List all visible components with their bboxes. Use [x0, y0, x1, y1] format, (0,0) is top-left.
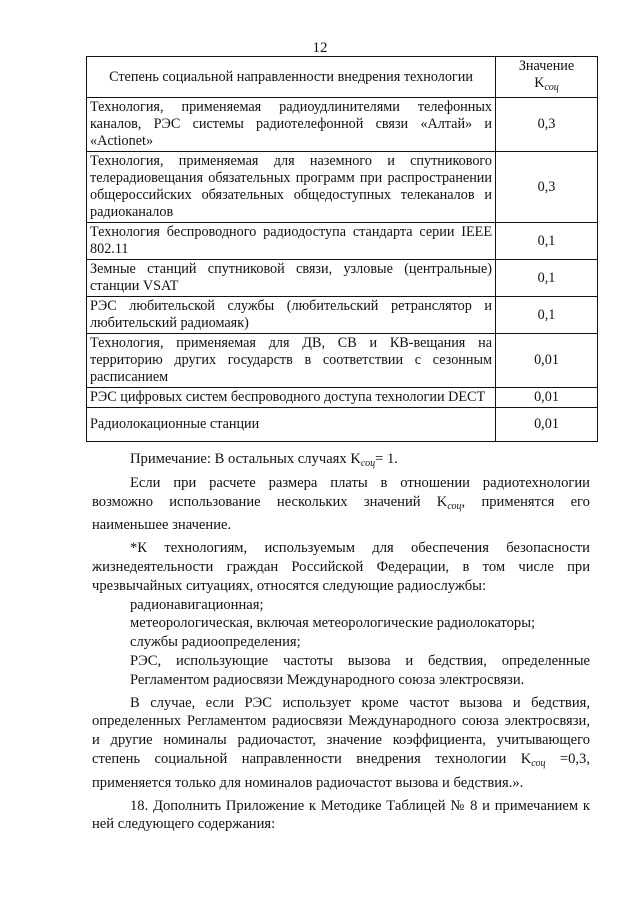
- social-coefficient-table: [86, 56, 598, 442]
- paragraph-min-value: [92, 474, 590, 535]
- row-value: 0,3: [496, 152, 598, 223]
- paragraph-safety-services: *К технологиям, используемым для обеспечения безопасности жизнедеятельности граждан Российской Федерации, в том числе при чрезвычайных ситуациях, относятся следующие радиослужбы:: [92, 540, 590, 594]
- paragraph-distress-frequencies: [92, 694, 590, 793]
- paragraph-text: В случае, если РЭС использует кроме частот вызова и бедствия, определенных Регламентом радиосвязи Международного союза электросвязи, и другие номиналы радиочастот, значение коэффициента, учитывающего степень социальной направленности внедрения технологии K: [92, 694, 590, 767]
- paragraph-subscript: соц: [447, 500, 462, 512]
- note-subscript: соц: [360, 458, 376, 469]
- list-item: РЭС, использующие частоты вызова и бедствия, определенные Регламентом радиосвязи Международного союза электросвязи.: [130, 652, 590, 688]
- paragraph-text-end: , применятся его наименьшее значение.: [92, 493, 590, 534]
- table-row: [87, 152, 598, 223]
- table-row: [87, 408, 598, 442]
- row-value: 0,01: [496, 408, 598, 442]
- notes-section: [92, 450, 590, 834]
- paragraph-subscript: соц: [531, 757, 546, 769]
- row-technology: РЭС цифровых систем беспроводного доступа технологии DECT: [87, 388, 496, 408]
- list-item: службы радиоопределения;: [130, 634, 301, 651]
- header-k-subscript: соц: [544, 82, 559, 93]
- table-note: [92, 450, 590, 474]
- table-header-row: [87, 57, 598, 98]
- header-value-label: Значение: [518, 58, 575, 74]
- note-suffix: = 1.: [375, 451, 398, 467]
- row-technology: Технология, применяемая радиоудлинителями телефонных каналов, РЭС системы радиотелефонной связи «Алтай» и «Actionet»: [87, 98, 496, 152]
- header-value: [496, 57, 598, 98]
- paragraph-text-end: =0,3, применяется только для номиналов радиочастот вызова и бедствия.».: [92, 750, 590, 791]
- row-value: 0,01: [496, 388, 598, 408]
- paragraph-text: Если при расчете размера платы в отношении радиотехнологии возможно использование нескольких значений K: [92, 474, 590, 510]
- header-k-symbol: K: [534, 75, 545, 91]
- table-row: [87, 297, 598, 334]
- row-value: 0,3: [496, 98, 598, 152]
- header-technology: Степень социальной направленности внедрения технологии: [87, 57, 496, 98]
- list-item: радионавигационная;: [130, 596, 264, 613]
- note-text: Примечание: В остальных случаях K: [130, 451, 361, 467]
- row-value: 0,1: [496, 260, 598, 297]
- row-technology: Радиолокационные станции: [87, 408, 496, 442]
- table-row: [87, 98, 598, 152]
- paragraph-amendment-18: 18. Дополнить Приложение к Методике Таблицей № 8 и примечанием к ней следующего содержания:: [92, 797, 590, 833]
- page-number: 12: [312, 40, 328, 56]
- row-technology: РЭС любительской службы (любительский ретранслятор и любительский радиомаяк): [87, 297, 496, 334]
- row-technology: Технология беспроводного радиодоступа стандарта серии IEEE 802.11: [87, 223, 496, 260]
- table-row: [87, 334, 598, 388]
- row-value: 0,01: [496, 334, 598, 388]
- table-row: [87, 223, 598, 260]
- table-row: [87, 260, 598, 297]
- row-technology: Технология, применяемая для наземного и спутникового телерадиовещания обязательных программ при распространении общероссийских обязательных общедоступных телеканалов и радиоканалов: [87, 152, 496, 223]
- table-row: [87, 388, 598, 408]
- row-value: 0,1: [496, 297, 598, 334]
- row-value: 0,1: [496, 223, 598, 260]
- row-technology: Технология, применяемая для ДВ, СВ и КВ-вещания на территорию других государств в соответствии с сезонным расписанием: [87, 334, 496, 388]
- row-technology: Земные станций спутниковой связи, узловые (центральные) станции VSAT: [87, 260, 496, 297]
- list-item: метеорологическая, включая метеорологические радиолокаторы;: [130, 615, 536, 632]
